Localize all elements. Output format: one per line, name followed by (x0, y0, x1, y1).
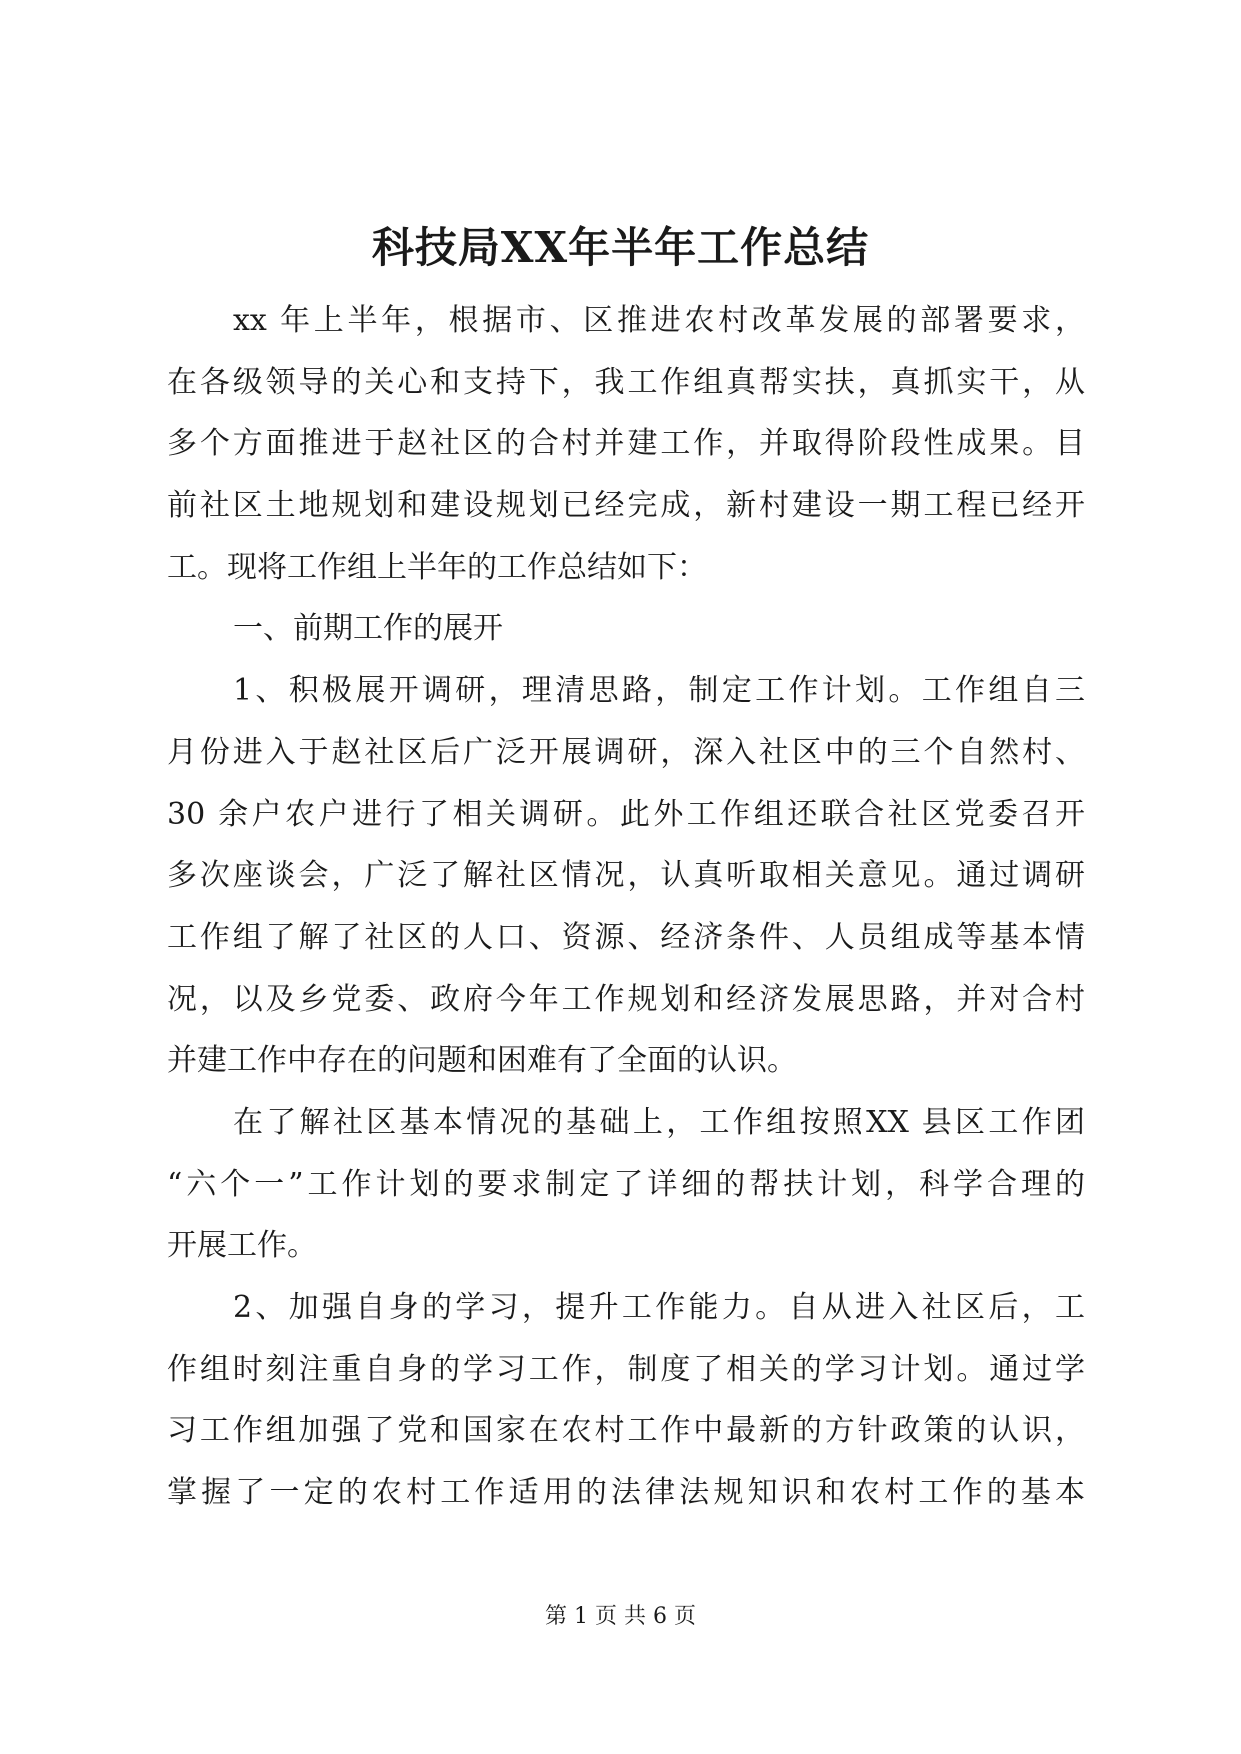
paragraph-line: 并建工作中存在的问题和困难有了全面的认识。 (167, 1043, 797, 1079)
paragraph-line: 多个方面推进于赵社区的合村并建工作，并取得阶段性成果。目 (167, 426, 1085, 462)
document-body (167, 290, 1085, 1524)
paragraph-line: 掌握了一定的农村工作适用的法律法规知识和农村工作的基本 (167, 1475, 1085, 1511)
paragraph-line: 工。现将工作组上半年的工作总结如下： (167, 549, 707, 585)
document-title: 科技局XX年半年工作总结 (371, 223, 870, 272)
paragraph-line: 前社区土地规划和建设规划已经完成，新村建设一期工程已经开 (167, 488, 1085, 524)
paragraph-line: 习工作组加强了党和国家在农村工作中最新的方针政策的认识， (167, 1413, 1085, 1449)
paragraph-line: 多次座谈会，广泛了解社区情况，认真听取相关意见。通过调研 (167, 858, 1085, 894)
paragraph-line: “六个一”工作计划的要求制定了详细的帮扶计划，科学合理的 (167, 1166, 1085, 1202)
page-number-footer: 第 1 页 共 6 页 (545, 1604, 696, 1629)
paragraph-line: 在了解社区基本情况的基础上，工作组按照XX 县区工作团 (233, 1104, 1085, 1140)
paragraph-line: 30 余户农户进行了相关调研。此外工作组还联合社区党委召开 (167, 796, 1085, 832)
paragraph-line: 月份进入于赵社区后广泛开展调研，深入社区中的三个自然村、 (167, 734, 1085, 770)
paragraph-line: 1、积极展开调研，理清思路，制定工作计划。工作组自三 (233, 673, 1085, 709)
paragraph-line: 开展工作。 (167, 1228, 317, 1264)
paragraph-line: 况，以及乡党委、政府今年工作规划和经济发展思路，并对合村 (167, 981, 1085, 1017)
paragraph-line: 在各级领导的关心和支持下，我工作组真帮实扶，真抓实干，从 (167, 364, 1085, 400)
paragraph-line: 工作组了解了社区的人口、资源、经济条件、人员组成等基本情 (167, 919, 1085, 955)
paragraph-line: xx 年上半年，根据市、区推进农村改革发展的部署要求， (233, 303, 1085, 338)
paragraph-line: 作组时刻注重自身的学习工作，制度了相关的学习计划。通过学 (167, 1351, 1085, 1387)
paragraph-line: 2、加强自身的学习，提升工作能力。自从进入社区后，工 (233, 1290, 1085, 1325)
section-heading: 一、前期工作的展开 (233, 611, 503, 647)
